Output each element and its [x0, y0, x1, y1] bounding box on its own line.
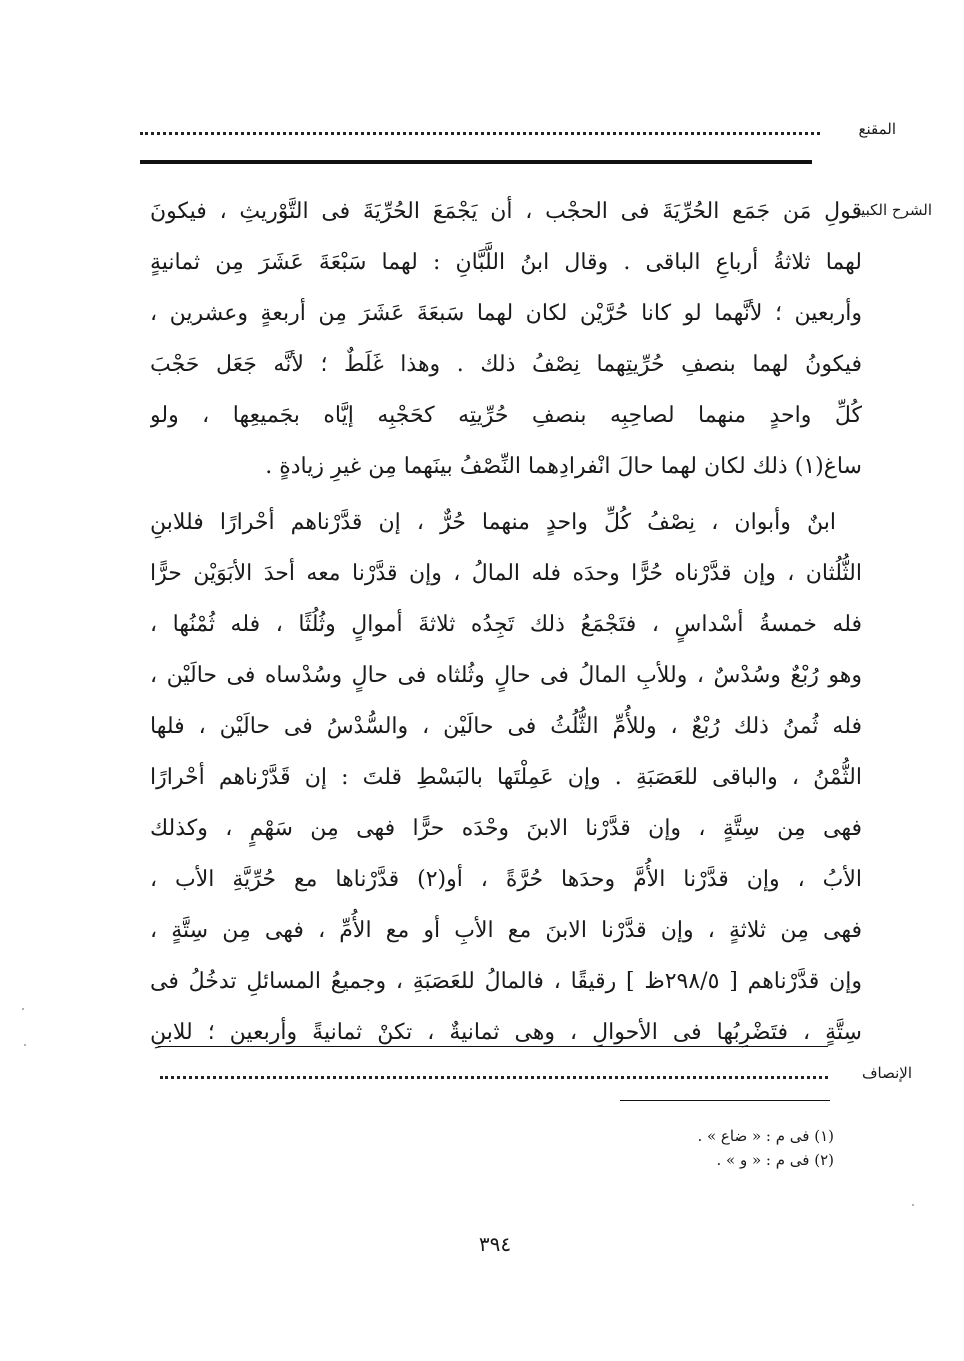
sharh-section-label: الشرح الكبير	[852, 201, 932, 219]
text-line: فيكونُ لهما بنصفِ حُرِّيتِهما نِصْفُ ذلك . وهذا غَلَطٌ ؛ لأنَّه جَعَل حَجْبَ	[150, 352, 862, 377]
text-line: فله خمسةُ أسْداسٍ ، فتَجْمَعُ ذلك تَجِدُه ثلاثةَ أموالٍ وثُلُثًا ، فله ثُمْنُها ،	[150, 612, 862, 637]
muqni-dotted-line	[140, 132, 820, 135]
text-line: فهى مِن سِتَّةٍ ، وإن قدَّرْنا الابنَ وحْدَه حرًّا فهى مِن سَهْمٍ ، وكذلك	[150, 816, 862, 841]
insaf-section-label: الإنصاف	[861, 1064, 912, 1082]
footnotes	[500, 1124, 834, 1172]
footnote-2: (٢) فى م : « و » .	[716, 1151, 834, 1169]
text-line: فله ثُمنُ ذلك رُبْعٌ ، وللأُمِّ الثُّلُثُ فى حالَيْن ، والسُّدْسُ فى حالَيْن ، فلها	[150, 714, 862, 739]
text-line: سِتَّةٍ ، فتَضْرِبُها فى الأحوالِ ، وهى ثمانيةٌ ، تكنْ ثمانيةً وأربعين ؛ للابنِ	[150, 1020, 862, 1045]
main-paragraph	[150, 497, 862, 1058]
scan-speck	[24, 1044, 26, 1046]
text-line: الثُّمْنُ ، والباقى للعَصَبَةِ . وإن عَمِلْتَها بالبَسْطِ قلتَ : إن قَدَّرْناهم أحْرارًا	[150, 765, 862, 790]
sharh-text	[150, 186, 862, 492]
footnote-separator	[620, 1100, 830, 1101]
text-line: كُلِّ واحدٍ منهما لصاحِبِه بنصفِ حُرِّيتِه كحَجْبِه إيَّاه بجَميعِها ، ولو	[150, 403, 862, 428]
text-line: الأبُ ، وإن قدَّرْنا الأُمَّ وحدَها حُرَّةً ، أو(٢) قدَّرْناها مع حُرِّيَّةِ الأب ،	[150, 867, 862, 892]
text-line: فهى مِن ثلاثةٍ ، وإن قدَّرْنا الابنَ مع الأبِ أو مع الأُمِّ ، فهى مِن سِتَّةٍ ،	[150, 918, 862, 943]
text-line: وإن قدَّرْناهم [ ٢٩٨/٥ظ ] رقيقًا ، فالمالُ للعَصَبَةِ ، وجميعُ المسائلِ تدخُلُ فى	[150, 969, 862, 994]
footnote-1: (١) فى م : « ضاع » .	[697, 1127, 834, 1145]
muqni-header-label: المقنع	[858, 120, 896, 138]
text-line: لهما ثلاثةُ أرباعِ الباقى . وقال ابنُ اللَّبَّانِ : لهما سَبْعَةَ عَشَرَ مِن ثمانيةٍ	[150, 250, 862, 275]
page-number: ٣٩٤	[478, 1232, 512, 1256]
text-line: ساغ(١) ذلك لكان لهما حالَ انْفرادِهما النِّصْفُ بينَهما مِن غيرِ زيادةٍ .	[265, 454, 862, 479]
text-line: ابنٌ وأبوان ، نِصْفُ كُلِّ واحدٍ منهما حُرٌّ ، إن قدَّرْناهم أحْرارًا فللابنِ	[150, 510, 836, 535]
scan-speck	[912, 1204, 914, 1206]
insaf-dotted-line	[160, 1076, 828, 1079]
text-line: الثُّلُثان ، وإن قدَّرْناه حُرًّا وحدَه فله المالُ ، وإن قدَّرْنا معه أحدَ الأبَوَيْن حرًّا	[150, 561, 862, 586]
text-line: وأربعين ؛ لأنَّهما لو كانا حُرَّيْن لكان لهما سَبعَةَ عَشَرَ مِن أربعةٍ وعشرين ،	[150, 301, 862, 326]
scan-speck	[22, 1008, 24, 1010]
header-rule	[140, 160, 812, 164]
text-line: قولِ مَن جَمَع الحُرِّيَةَ فى الحجْب ، أن يَجْمَعَ الحُرِّيَةَ فى التَّوْريثِ ، فيكونَ	[150, 199, 862, 224]
text-line: وهو رُبْعٌ وسُدْسٌ ، وللأبِ المالُ فى حالٍ وثُلثاه فى حالٍ وسُدْساه فى حالَيْن ،	[150, 663, 862, 688]
insaf-top-rule	[158, 1046, 828, 1047]
